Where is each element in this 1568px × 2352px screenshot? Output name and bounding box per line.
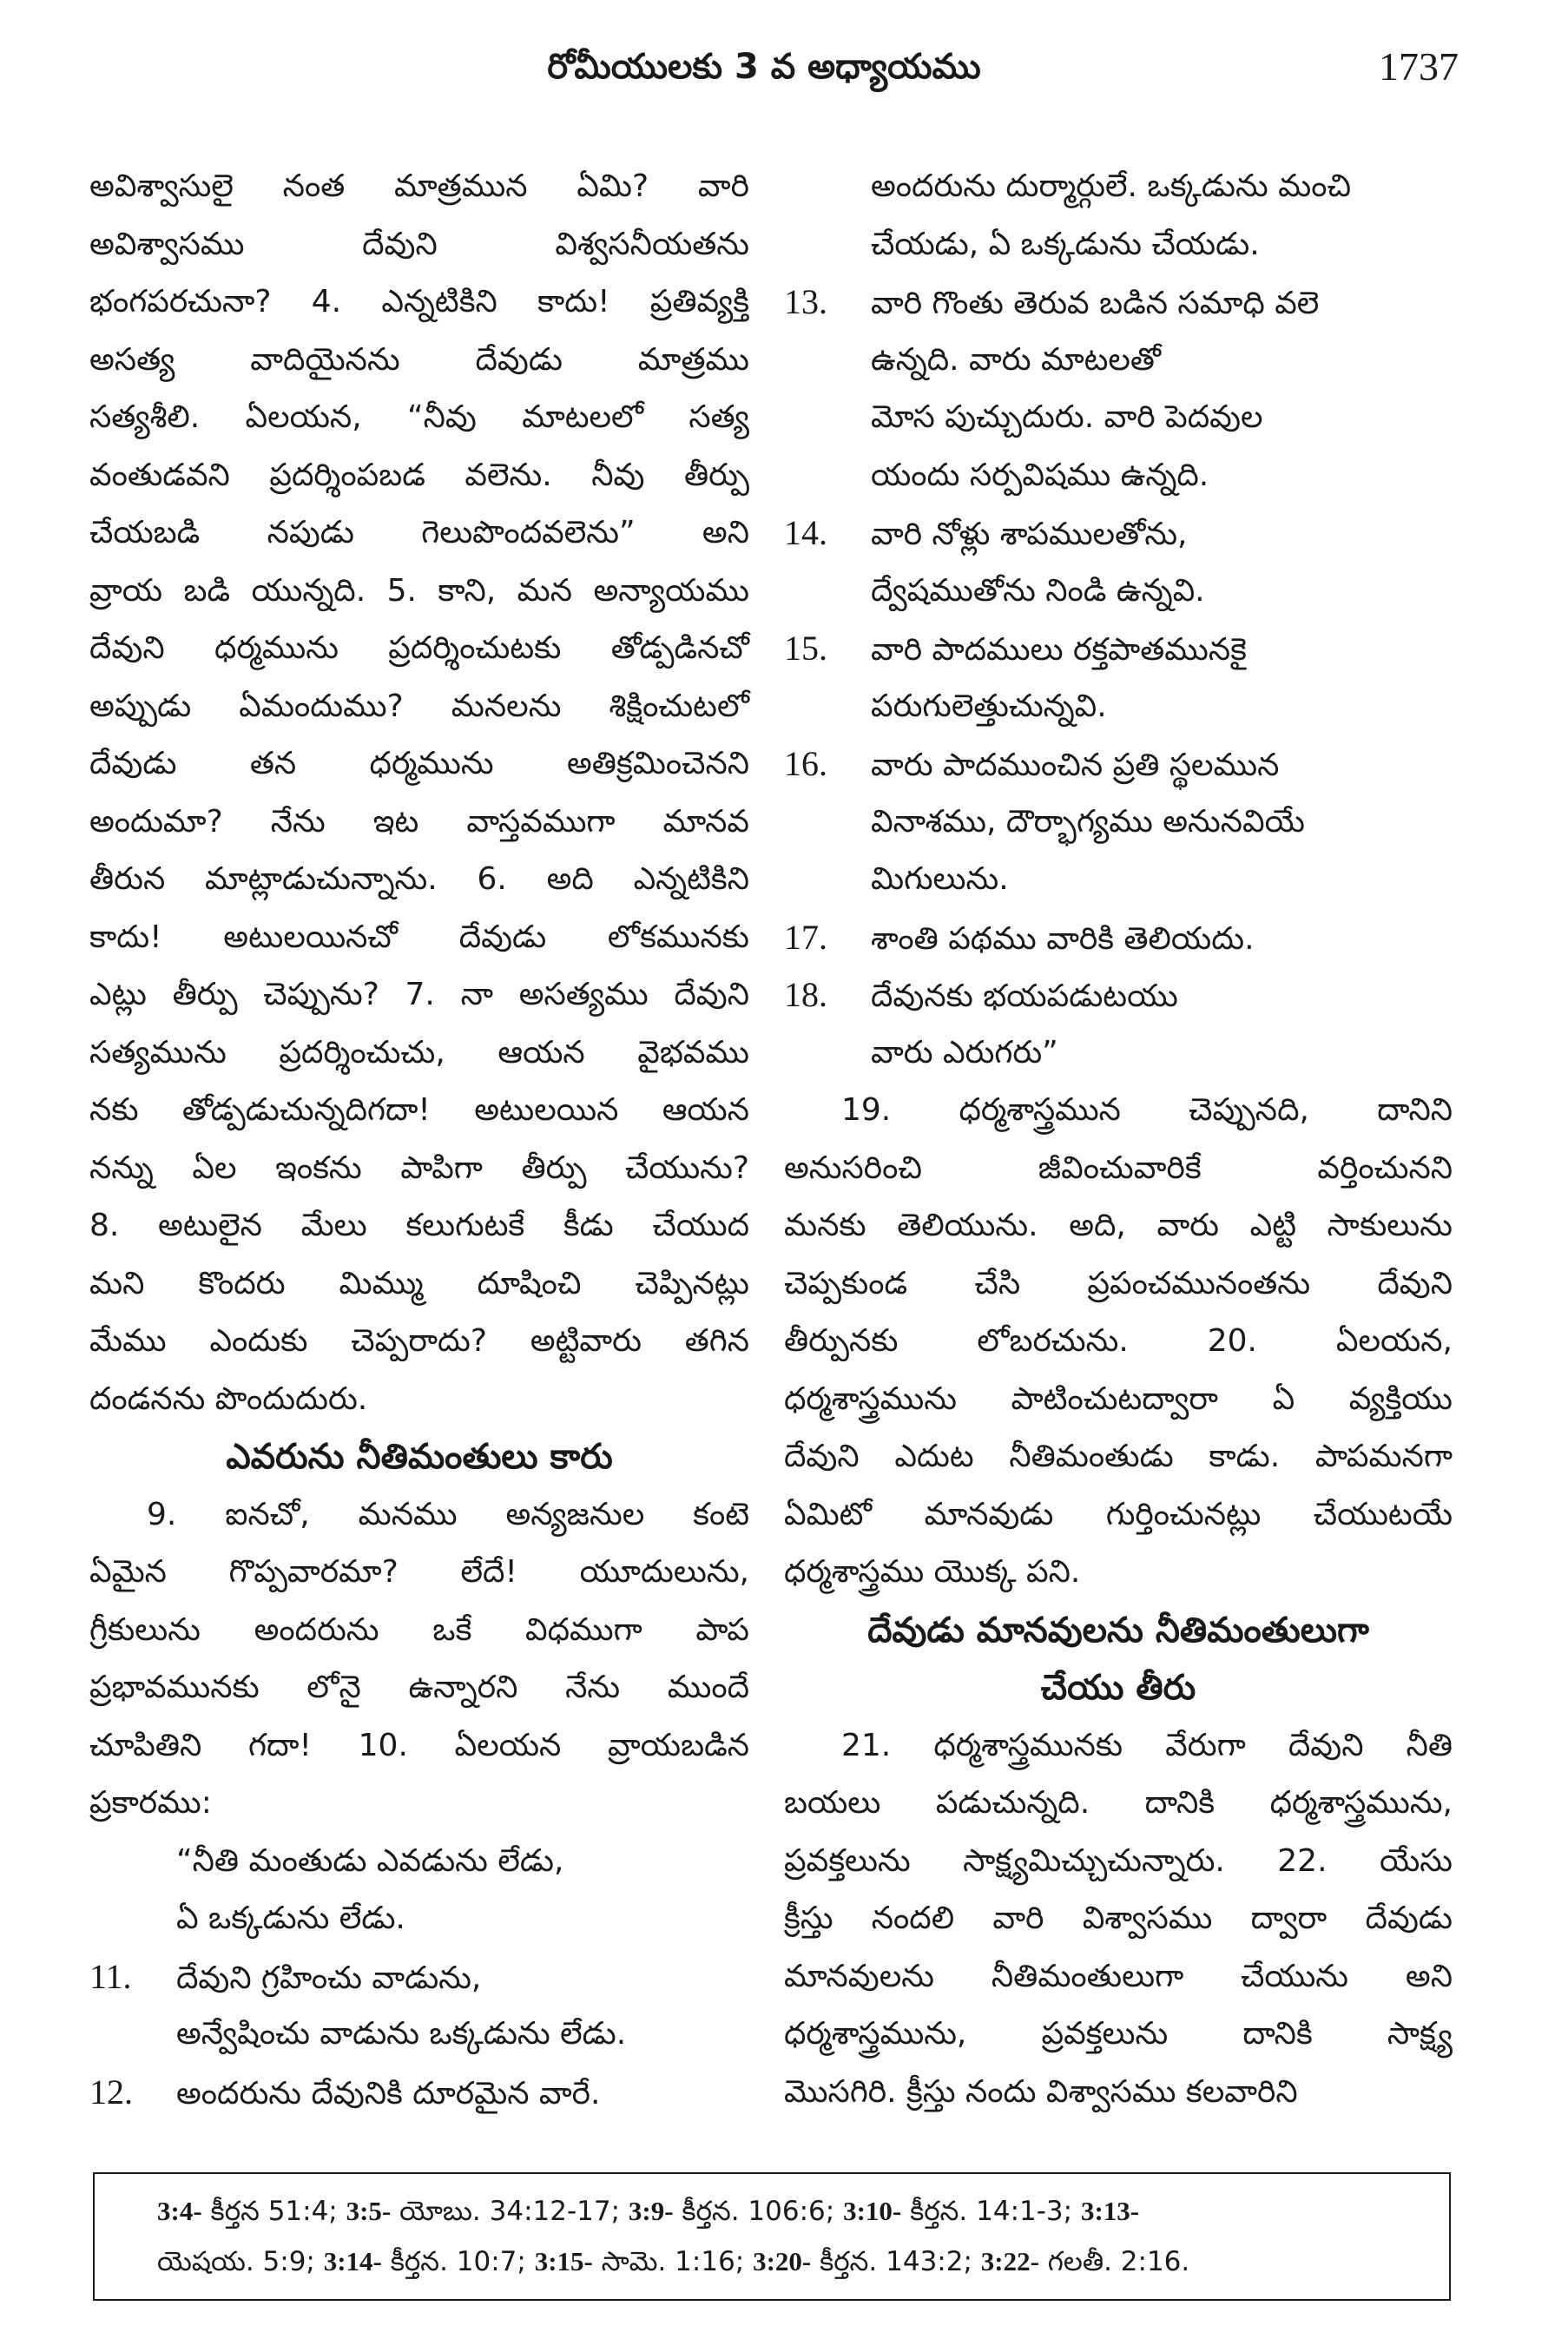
text-line: సత్యమును ప్రదర్శించుచు, ఆయన వైభవము <box>89 1034 749 1071</box>
paragraph-verses-19-20 <box>784 1082 1453 1602</box>
text-line: దేవుని ధర్మమును ప్రదర్శించుటకు తోడ్పడినచో <box>89 630 749 666</box>
reference-label: 3:5- <box>346 2196 392 2226</box>
verse-number: 11. <box>89 1956 132 1996</box>
text-line: మొసగిరి. క్రీస్తు నందు విశ్వాసము కలవారిని <box>784 2073 1298 2110</box>
reference-text: కీర్తన. 14:1-3; <box>901 2196 1081 2227</box>
verse-number: 18. <box>784 975 827 1014</box>
verse-number: 17. <box>784 917 827 957</box>
text-line: “నీతి మంతుడు ఎవడును లేడు, <box>176 1842 564 1879</box>
text-line: ఏ ఒక్కడును లేడు. <box>176 1901 405 1936</box>
text-line: నకు తోడ్పడుచున్నదిగదా! అటులయిన ఆయన <box>89 1092 749 1128</box>
verse-12-line-3: చేయడు, ఏ ఒక్కడును చేయడు. <box>871 226 1260 262</box>
text-line: 9. ఐనచో, మనము అన్యజనుల కంటె <box>147 1496 749 1532</box>
verse-11-line-1 <box>89 1948 749 2006</box>
text-line: కాదు! అటులయినచో దేవుడు లోకమునకు <box>89 919 749 955</box>
verse-16-line: వినాశము, దౌర్భాగ్యము అనునవియే <box>871 803 1305 840</box>
verse-13-line <box>784 273 1453 332</box>
text-line: మనకు తెలియును. అది, వారు ఎట్టి సాకులును <box>784 1208 1453 1243</box>
verse-text: దేవునకు భయపడుటయు <box>871 978 1178 1014</box>
text-line: అనుసరించి జీవించువారికే వర్తించునని <box>784 1150 1453 1186</box>
verse-15-line <box>784 620 1453 678</box>
verse-13-line: మోస పుచ్చుదురు. వారి పెదవుల <box>871 399 1263 435</box>
section-heading-none-righteous: ఎవరును నీతిమంతులు కారు <box>226 1437 613 1477</box>
reference-text: కీర్తన 51:4; <box>201 2196 346 2227</box>
text-line: మని కొందరు మిమ్ము దూషించి చెప్పినట్లు <box>89 1265 749 1301</box>
chapter-title: రోమీయులకు 3 వ అధ్యాయము <box>547 47 981 87</box>
text-line: తీరున మాట్లాడుచున్నాను. 6. అది ఎన్నటికిని <box>89 861 749 897</box>
text-line: దేవుడు తన ధర్మమును అతిక్రమించెనని <box>89 746 749 781</box>
text-line: ధర్మశాస్త్రమును, ప్రవక్తలును దానికి సాక్ష్య <box>784 2016 1453 2052</box>
verse-number: 14. <box>784 513 827 552</box>
verse-17-line <box>784 909 1453 967</box>
text-line: భంగపరచునా? 4. ఎన్నటికిని కాదు! ప్రతివ్యక్తి <box>89 284 749 320</box>
verse-text: అందరును దేవునికి దూరమైన వారే. <box>176 2075 601 2112</box>
reference-label: 3:4- <box>157 2196 202 2226</box>
text-line: చూపితిని గదా! 10. ఏలయన వ్రాయబడిన <box>89 1727 749 1763</box>
section-heading-line-2: చేయు తీరు <box>1040 1668 1196 1708</box>
text-line: వంతుడవని ప్రదర్శింపబడ వలెను. నీవు తీర్పు <box>89 457 749 493</box>
text-line: ధర్మశాస్త్రమును పాటించుటద్వారా ఏ వ్యక్తియు <box>784 1380 1453 1417</box>
verse-12-line-2: అందరును దుర్మార్గులే. ఒక్కడును మంచి <box>871 168 1352 204</box>
cross-reference-box <box>93 2172 1451 2301</box>
reference-text: యెషయ. 5:9; <box>157 2246 324 2277</box>
verse-number: 15. <box>784 629 827 668</box>
page-header <box>69 43 1459 113</box>
text-line: క్రీస్తు నందలి వారి విశ్వాసము ద్వారా దేవుడు <box>784 1901 1453 1936</box>
text-line: మేము ఎందుకు చెప్పరాదు? అట్టివారు తగిన <box>89 1323 749 1359</box>
text-line: 19. ధర్మశాస్త్రమున చెప్పునది, దానిని <box>841 1092 1453 1128</box>
text-line: బయలు పడుచున్నది. దానికి ధర్మశాస్త్రమును, <box>784 1785 1453 1821</box>
reference-label: 3:15- <box>534 2246 593 2276</box>
verse-text: దేవుని గ్రహించు వాడును, <box>176 1960 482 1996</box>
reference-label: 3:13- <box>1080 2196 1140 2226</box>
verse-text: వారు పాదముంచిన ప్రతి స్థలమున <box>871 748 1280 783</box>
reference-label: 3:14- <box>323 2246 382 2276</box>
verse-text: వారి గొంతు తెరువ బడిన సమాధి వలె <box>871 286 1320 321</box>
verse-14-line: ద్వేషముతోను నిండి ఉన్నవి. <box>871 572 1205 609</box>
reference-text: కీర్తన. 106:6; <box>673 2196 844 2227</box>
paragraph-verses-9-10 <box>89 1486 749 1833</box>
text-line: దండనను పొందుదురు. <box>89 1380 368 1417</box>
paragraph-verses-21-22 <box>784 1717 1453 2122</box>
reference-label: 3:10- <box>843 2196 902 2226</box>
text-line: అందుమా? నేను ఇట వాస్తవముగా మానవ <box>89 803 749 840</box>
text-line: 8. అటులైన మేలు కలుగుటకే కీడు చేయుద <box>89 1208 749 1243</box>
text-line: 21. ధర్మశాస్త్రమునకు వేరుగా దేవుని నీతి <box>841 1727 1453 1763</box>
verse-16-line <box>784 735 1453 794</box>
text-line: మానవులను నీతిమంతులుగా చేయును అని <box>784 1958 1453 1994</box>
text-line: అప్పుడు ఏమందుము? మనలను శిక్షించుటలో <box>89 688 749 724</box>
text-line: ఏమైన గొప్పవారమా? లేదే! యూదులును, <box>89 1554 749 1590</box>
text-line: అసత్య వాదియైనను దేవుడు మాత్రము <box>89 341 749 378</box>
text-line: ప్రభావమునకు లోనై ఉన్నారని నేను ముందే <box>89 1670 749 1705</box>
verse-12-line-1 <box>89 2064 749 2122</box>
text-line: ధర్మశాస్త్రము యొక్క పని. <box>784 1554 1081 1590</box>
verse-number: 13. <box>784 282 827 321</box>
page-number: 1737 <box>1379 44 1459 89</box>
verse-13-line: యందు సర్పవిషము ఉన్నది. <box>871 457 1209 493</box>
text-line: చేయబడి నపుడు గెలుపొందవలెను” అని <box>89 515 749 550</box>
verse-18-line <box>784 966 1453 1024</box>
text-line: ఏమిటో మానవుడు గుర్తించునట్లు చేయుటయే <box>784 1496 1453 1532</box>
text-line: సత్యశీలి. ఏలయన, “నీవు మాటలలో సత్య <box>89 399 749 435</box>
section-heading-line-1: దేవుడు మానవులను నీతిమంతులుగా <box>867 1610 1369 1650</box>
text-line: అవిశ్వాసులై నంత మాత్రమున ఏమి? వారి <box>89 168 749 204</box>
text-line: దేవుని ఎదుట నీతిమంతుడు కాడు. పాపమనగా <box>784 1439 1453 1474</box>
verse-text: వారి పాదములు రక్తపాతమునకై <box>871 632 1247 668</box>
reference-text: కీర్తన. 143:2; <box>811 2246 981 2277</box>
paragraph-verses-3-8 <box>89 158 749 1428</box>
text-line: తీర్పునకు లోబరచును. 20. ఏలయన, <box>784 1323 1453 1359</box>
verse-11-line-2: అన్వేషించు వాడును ఒక్కడును లేడు. <box>176 2016 627 2052</box>
quotation-block <box>89 1833 749 1948</box>
reference-text: కీర్తన. 10:7; <box>381 2246 535 2277</box>
verse-18-line: వారు ఎరుగరు” <box>871 1034 1058 1071</box>
verse-15-line: పరుగులెత్తుచున్నవి. <box>871 688 1107 724</box>
verse-number: 12. <box>89 2072 133 2112</box>
text-line: ఎట్లు తీర్పు చెప్పును? 7. నా అసత్యము దేవుని <box>89 977 749 1012</box>
left-column <box>89 158 749 2121</box>
text-line: అవిశ్వాసము దేవుని విశ్వసనీయతను <box>89 226 749 262</box>
text-line: ప్రవక్తలును సాక్ష్యమిచ్చుచున్నారు. 22. యేసు <box>784 1842 1453 1879</box>
verse-list-13-18 <box>784 273 1453 1082</box>
verse-13-line: ఉన్నది. వారు మాటలతో <box>871 341 1162 378</box>
text-line: వ్రాయ బడి యున్నది. 5. కాని, మన అన్యాయము <box>89 572 749 609</box>
right-column <box>784 158 1453 2121</box>
text-line: ప్రకారము: <box>89 1785 212 1821</box>
cross-reference-line-2 <box>157 2237 1421 2287</box>
verse-14-line <box>784 504 1453 563</box>
cross-reference-line-1 <box>157 2186 1421 2237</box>
reference-label: 3:20- <box>753 2246 812 2276</box>
text-line: చెప్పకుండ చేసి ప్రపంచమునంతను దేవుని <box>784 1265 1453 1301</box>
text-line: నన్ను ఏల ఇంకను పాపిగా తీర్పు చేయును? <box>89 1150 749 1186</box>
verse-16-line: మిగులును. <box>871 861 1009 897</box>
verse-number: 16. <box>784 744 827 783</box>
verse-text: శాంతి పథము వారికి తెలియదు. <box>871 920 1255 957</box>
reference-label: 3:9- <box>628 2196 674 2226</box>
reference-text: యోబు. 34:12-17; <box>391 2196 629 2227</box>
verse-text: వారి నోళ్లు శాపములతోను, <box>871 517 1188 552</box>
reference-label: 3:22- <box>980 2246 1039 2276</box>
text-line: గ్రీకులును అందరును ఒకే విధముగా పాప <box>89 1611 749 1648</box>
reference-text: గలతీ. 2:16. <box>1038 2246 1190 2277</box>
reference-text: సామె. 1:16; <box>592 2246 754 2277</box>
